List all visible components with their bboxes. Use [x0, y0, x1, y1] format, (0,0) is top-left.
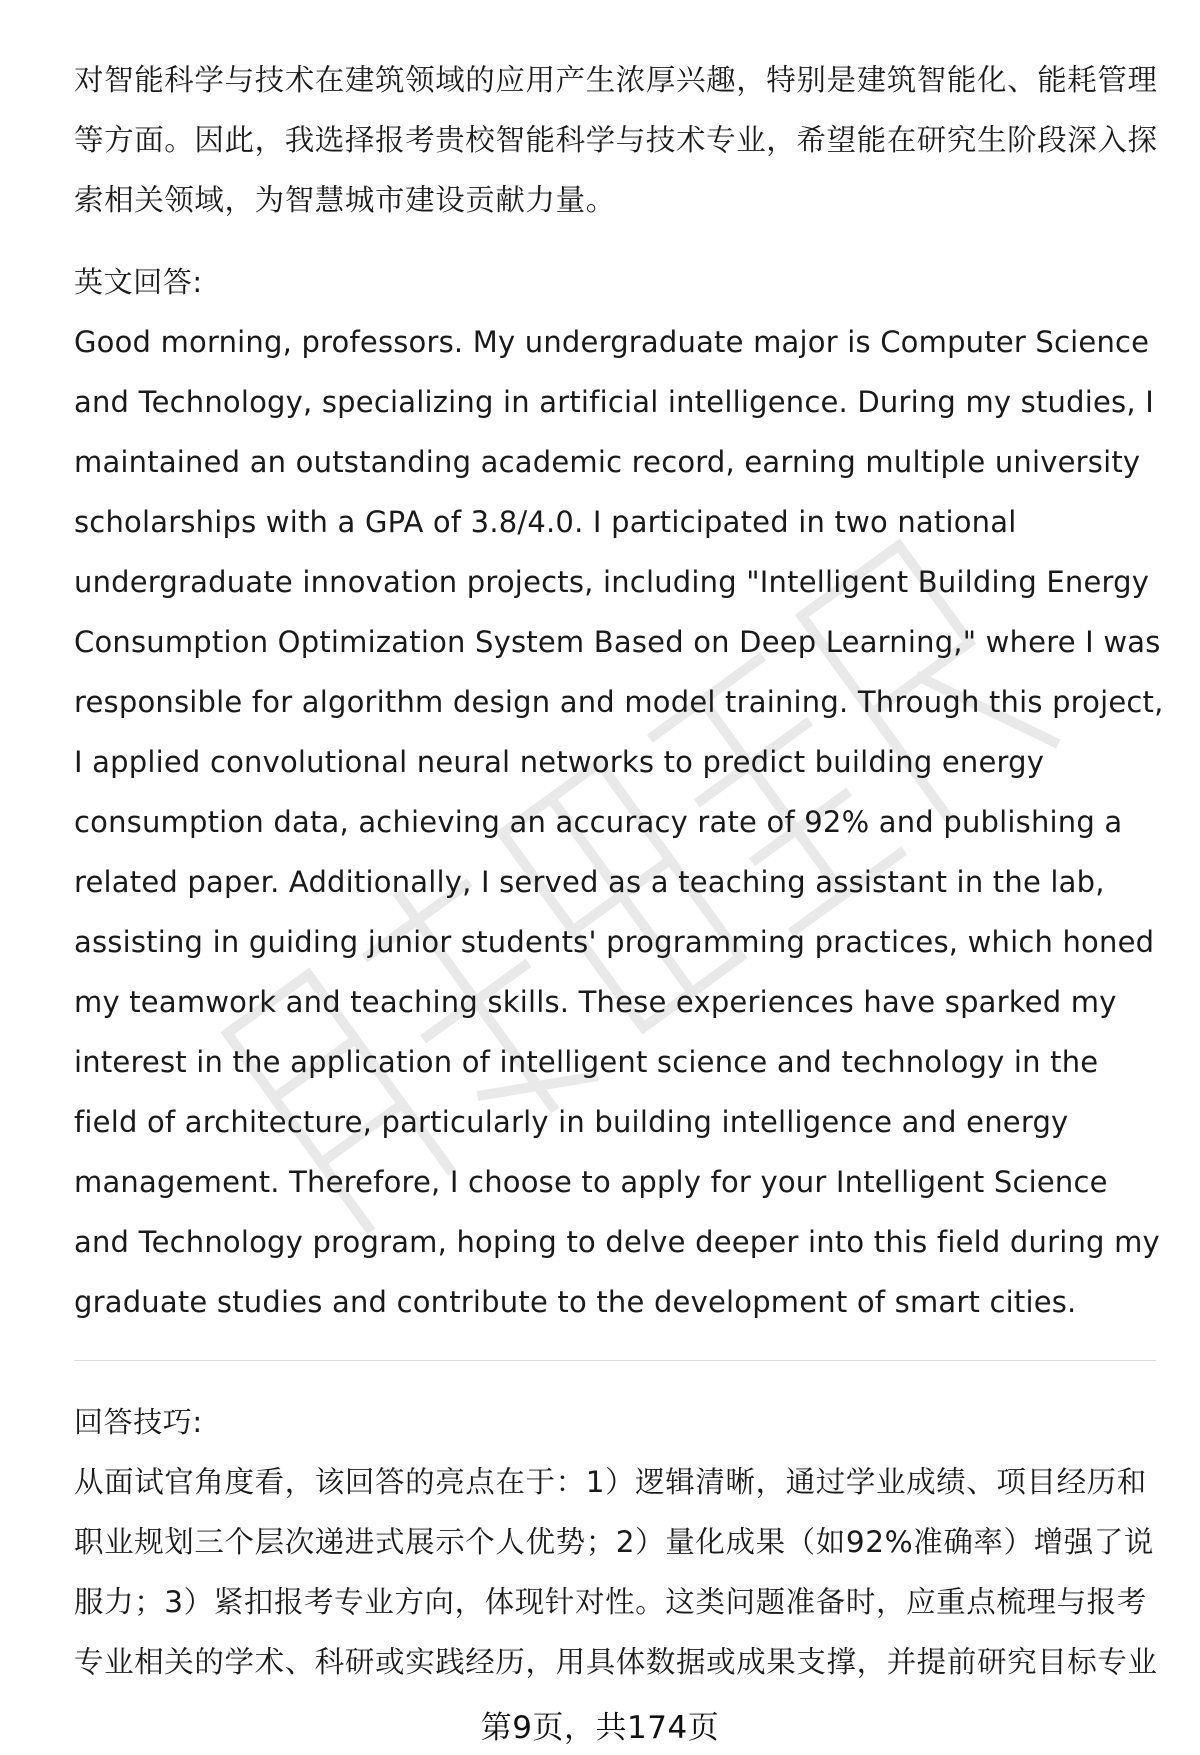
tips-label: 回答技巧: [74, 1405, 203, 1439]
tips-text: 从面试官角度看，该回答的亮点在于：1）逻辑清晰，通过学业成绩、项目经历和职业规划三个层次递进式展示个人优势；2）量化成果（如92%准确率）增强了说服力；3）紧扣报考专业方向，体现针对性。这类问题准备时，应重点梳理与报考专业相关的学术、科研或实践经历，用具体数据或成果支撑，并提前研究目标专业 [74, 1465, 1158, 1679]
english-answer-text: Good morning, professors. My undergraduate major is Computer Science and Technology, specializing in artificial intelligence. During my studies, I maintained an outstanding academic record, earning multiple university scholarships with a GPA of 3.8/4.0. I participated in two national undergraduate innovation projects, including "Intelligent Building Energy Consumption Optimization System Based on Deep Learning," where I was responsible for algorithm design and model training. Through this project, I applied convolutional neural networks to predict building energy consumption data, achieving an accuracy rate of 92% and publishing a related paper. Additionally, I served as a teaching assistant in the lab, assisting in guiding junior students' programming practices, which honed my teamwork and teaching skills. These experiences have sparked my interest in the application of intelligent science and technology in the field of architecture, particularly in building intelligence and energy management. Therefore, I choose to apply for your Intelligent Science and Technology program, hoping to delve deeper into this field during my graduate studies and contribute to the development of smart cities. [74, 325, 1164, 1319]
page-footer: 第9页，共174页 [480, 1710, 720, 1746]
english-answer-label: 英文回答: [74, 265, 203, 299]
tips-section [74, 1392, 1164, 1692]
chinese-paragraph-top: 对智能科学与技术在建筑领域的应用产生浓厚兴趣，特别是建筑智能化、能耗管理等方面。因此，我选择报考贵校智能科学与技术专业，希望能在研究生阶段深入探索相关领域，为智慧城市建设贡献力量。 [74, 63, 1158, 217]
main-content [74, 50, 1164, 1332]
section-divider [74, 1360, 1156, 1361]
